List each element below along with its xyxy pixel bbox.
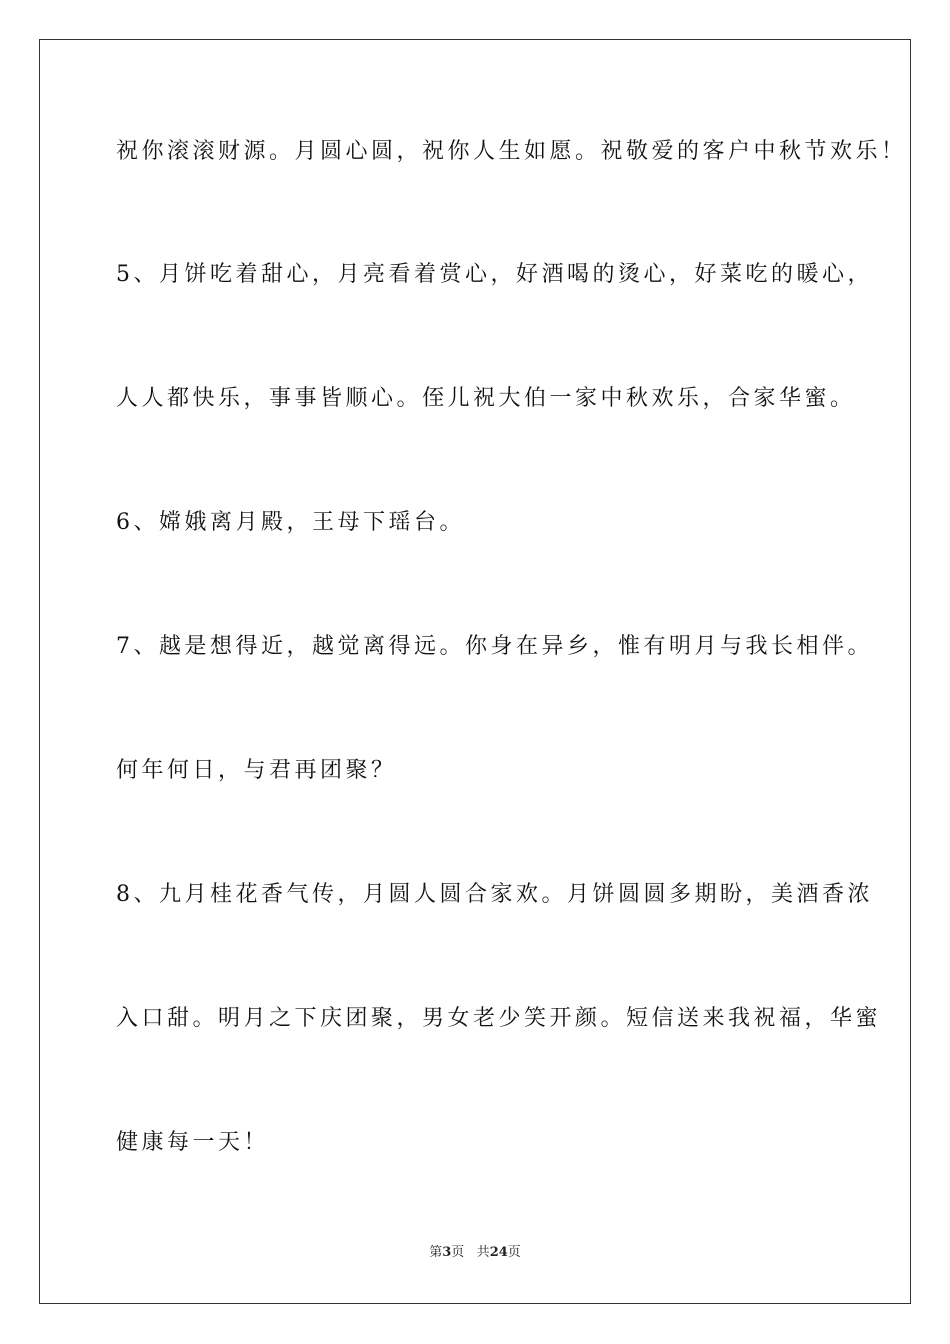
total-suffix: 页 — [507, 1245, 521, 1260]
text-line-9: 健康每一天！ — [116, 1130, 270, 1155]
text-line-6: 何年何日，与君再团聚？ — [116, 758, 397, 783]
text-line-8: 入口甜。明月之下庆团聚，男女老少笑开颜。短信送来我祝福，华蜜 — [116, 1006, 882, 1031]
text-line-2: 5、月饼吃着甜心，月亮看着赏心，好酒喝的烫心，好菜吃的暖心， — [116, 262, 873, 287]
page-prefix: 第 — [429, 1245, 443, 1260]
page-frame — [39, 39, 911, 1304]
text-line-4: 6、嫦娥离月殿，王母下瑶台。 — [116, 510, 465, 535]
text-line-7: 8、九月桂花香气传，月圆人圆合家欢。月饼圆圆多期盼，美酒香浓 — [116, 882, 873, 907]
total-pages: 24 — [489, 1245, 508, 1260]
page-suffix: 页 — [451, 1245, 465, 1260]
text-line-1: 祝你滚滚财源。月圆心圆，祝你人生如愿。祝敬爱的客户中秋节欢乐！ — [116, 139, 907, 164]
page-footer — [0, 1244, 950, 1262]
text-line-3: 人人都快乐，事事皆顺心。侄儿祝大伯一家中秋欢乐，合家华蜜。 — [116, 386, 856, 411]
text-line-5: 7、越是想得近，越觉离得远。你身在异乡，惟有明月与我长相伴。 — [116, 634, 873, 659]
total-prefix: 共 — [476, 1245, 490, 1260]
page-number: 3 — [442, 1245, 452, 1260]
